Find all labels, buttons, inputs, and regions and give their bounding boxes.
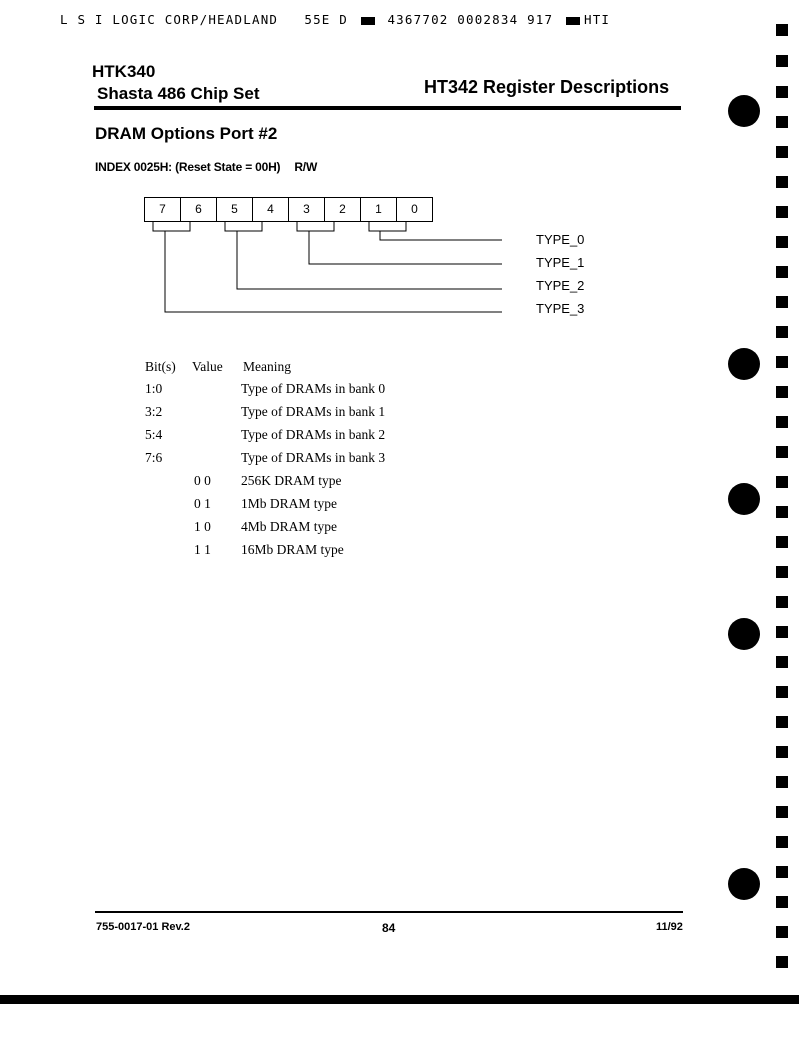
edge-mark [776, 716, 788, 728]
bit-cell: 1 [361, 198, 397, 221]
edge-mark [776, 236, 788, 248]
table-cell-meaning: Type of DRAMs in bank 2 [241, 427, 386, 442]
bracket-bits-7-6 [153, 221, 190, 231]
binder-hole-icon [728, 348, 760, 380]
edge-mark [776, 146, 788, 158]
binder-hole-icon [728, 95, 760, 127]
product-subtitle: Shasta 486 Chip Set [97, 84, 260, 103]
table-cell-bits: 1:0 [145, 381, 163, 396]
edge-mark [776, 55, 788, 67]
table-header-bits: Bit(s) [145, 359, 176, 374]
table-cell-bits: 7:6 [145, 450, 163, 465]
scan-header-suffix: HTI [583, 12, 611, 27]
edge-mark [776, 776, 788, 788]
edge-mark [776, 956, 788, 968]
field-label-type-1: TYPE_1 [536, 255, 585, 270]
table-cell-value: 0 1 [194, 496, 211, 511]
edge-mark [776, 506, 788, 518]
footer-page-number: 84 [382, 921, 396, 935]
table-header-value: Value [192, 359, 223, 374]
table-cell-meaning: Type of DRAMs in bank 0 [241, 381, 386, 396]
edge-mark [776, 836, 788, 848]
edge-mark [776, 266, 788, 278]
bit-cell: 2 [325, 198, 361, 221]
table-cell-bits: 5:4 [145, 427, 163, 442]
table-cell-value: 0 0 [194, 473, 211, 488]
binder-hole-icon [728, 868, 760, 900]
footer-date: 11/92 [656, 921, 683, 933]
table-header-meaning: Meaning [243, 359, 291, 374]
edge-mark [776, 686, 788, 698]
edge-mark [776, 536, 788, 548]
field-label-type-2: TYPE_2 [536, 278, 585, 293]
table-cell-value: 1 0 [194, 519, 211, 534]
page-title: DRAM Options Port #2 [95, 124, 278, 143]
edge-mark [776, 386, 788, 398]
binder-hole-icon [728, 483, 760, 515]
edge-mark [776, 24, 788, 36]
table-cell-bits: 3:2 [145, 404, 163, 419]
edge-mark [776, 806, 788, 818]
binder-holes [728, 0, 758, 1056]
edge-mark [776, 116, 788, 128]
leader-type-1 [309, 231, 502, 264]
edge-marks [776, 0, 790, 1056]
edge-mark [776, 86, 788, 98]
edge-mark [776, 206, 788, 218]
footer-rule [95, 911, 683, 913]
scan-header-company: L S I LOGIC CORP/HEADLAND [60, 12, 279, 27]
bracket-bits-5-4 [225, 221, 262, 231]
bit-cell: 7 [145, 198, 181, 221]
table-cell-value: 1 1 [194, 542, 211, 557]
edge-mark [776, 296, 788, 308]
edge-mark [776, 476, 788, 488]
table-cell-meaning: Type of DRAMs in bank 3 [241, 450, 386, 465]
binder-hole-icon [728, 618, 760, 650]
bit-cell: 4 [253, 198, 289, 221]
edge-mark [776, 446, 788, 458]
register-index-text: INDEX 0025H: (Reset State = 00H) [95, 160, 281, 174]
bit-cell: 3 [289, 198, 325, 221]
product-name: HTK340 [92, 62, 156, 81]
edge-mark [776, 866, 788, 878]
bit-cell: 5 [217, 198, 253, 221]
register-access: R/W [294, 160, 318, 174]
bracket-bits-3-2 [297, 221, 334, 231]
table-cell-meaning: 256K DRAM type [241, 473, 342, 488]
bracket-bits-1-0 [369, 221, 406, 231]
edge-mark [776, 896, 788, 908]
edge-mark [776, 746, 788, 758]
table-cell-meaning: 4Mb DRAM type [241, 519, 338, 534]
leader-type-0 [380, 231, 502, 240]
edge-mark [776, 566, 788, 578]
table-cell-meaning: 16Mb DRAM type [241, 542, 344, 557]
field-label-type-0: TYPE_0 [536, 232, 585, 247]
bit-cell: 6 [181, 198, 217, 221]
edge-mark [776, 416, 788, 428]
scan-bottom-bar [0, 995, 799, 1004]
bit-cell: 0 [411, 202, 418, 216]
edge-mark [776, 656, 788, 668]
edge-mark [776, 356, 788, 368]
table-cell-meaning: Type of DRAMs in bank 1 [241, 404, 386, 419]
leader-type-3 [165, 231, 502, 312]
edge-mark [776, 326, 788, 338]
edge-mark [776, 596, 788, 608]
edge-mark [776, 926, 788, 938]
scan-header-numbers: 4367702 0002834 917 [387, 12, 554, 27]
footer-doc-number: 755-0017-01 Rev.2 [96, 921, 190, 933]
field-label-type-3: TYPE_3 [536, 301, 585, 316]
edge-mark [776, 176, 788, 188]
section-title: HT342 Register Descriptions [424, 77, 670, 97]
table-cell-meaning: 1Mb DRAM type [241, 496, 338, 511]
scan-header-code: 55E D [304, 12, 348, 27]
edge-mark [776, 626, 788, 638]
